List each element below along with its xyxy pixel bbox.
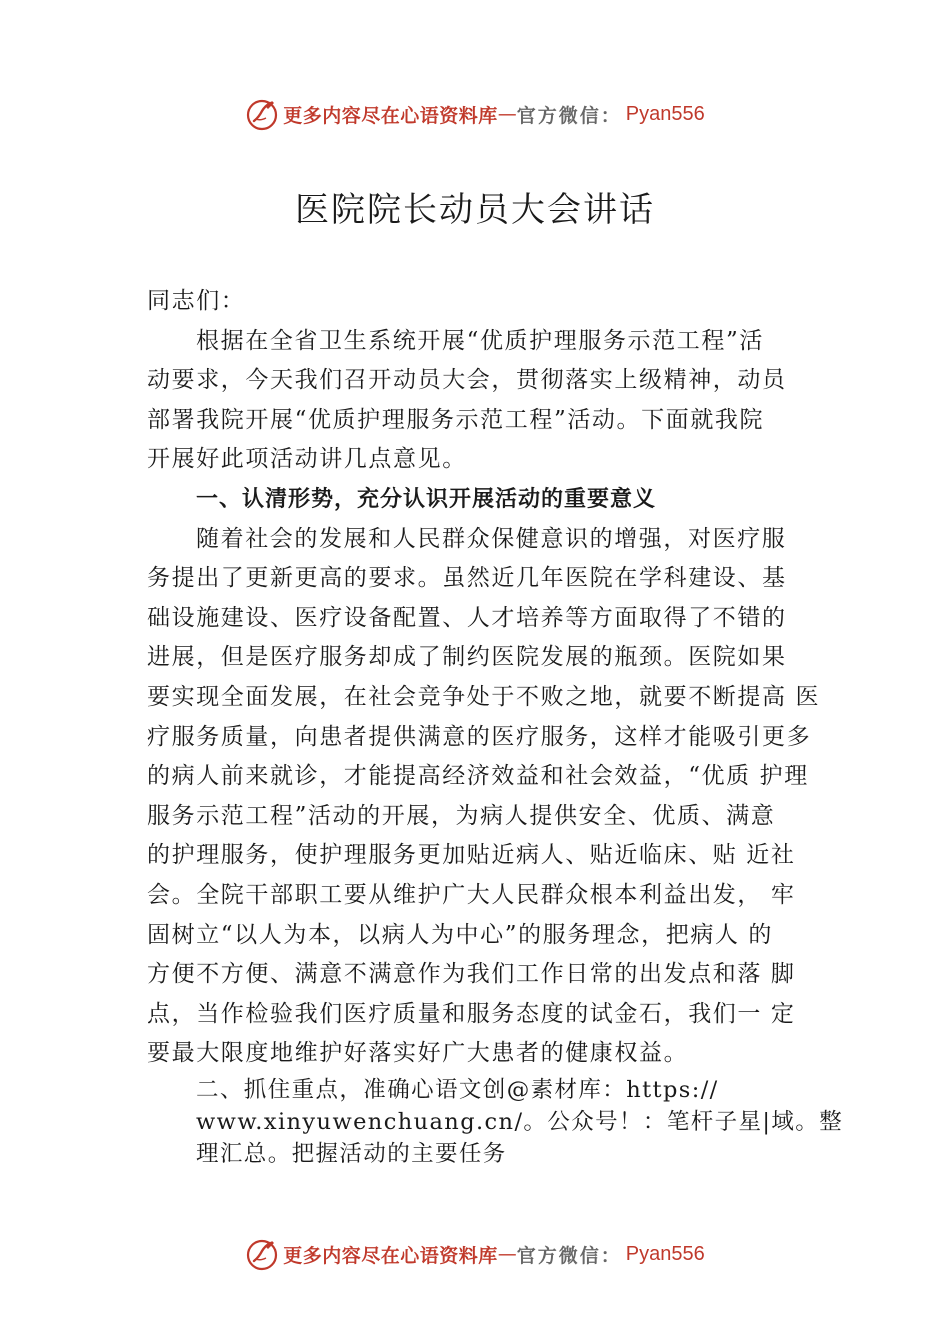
section-1-line: 务提出了更新更高的要求。虽然近几年医院在学科建设、基 (147, 565, 787, 592)
section-1-line: 疗服务质量，向患者提供满意的医疗服务，这样才能吸引更多 (147, 723, 812, 750)
document-body (147, 282, 844, 1170)
banner-wechat-label: 官方微信： (516, 1244, 622, 1267)
section-1-heading: 一、认清形势，充分认识开展活动的重要意义 (196, 486, 657, 512)
section-2-block (147, 1074, 844, 1170)
intro-line: 开展好此项活动讲几点意见。 (147, 446, 467, 473)
section-1-line: 的病人前来就诊，才能提高经济效益和社会效益，“优质 护理 (147, 763, 809, 790)
section-1-line: 础设施建设、医疗设备配置、人才培养等方面取得了不错的 (147, 604, 787, 631)
banner-wechat-id: Pyan556 (625, 1242, 705, 1265)
banner-dash: — (497, 1243, 517, 1265)
section-1-line: 方便不方便、满意不满意作为我们工作日常的出发点和落 脚 (147, 961, 796, 988)
section-1-line: 固树立“以人为本，以病人为中心”的服务理念，把病人 的 (147, 921, 774, 948)
banner-site-text: 更多内容尽在心语资料库 (283, 104, 498, 127)
section-1-line: 进展，但是医疗服务却成了制约医院发展的瓶颈。医院如果 (147, 644, 787, 671)
banner-site-text: 更多内容尽在心语资料库 (283, 1244, 498, 1267)
section-2-line: www.xinyuwenchuang.cn/。公众号！：笔杆子星|域。整 (196, 1108, 844, 1135)
footer-watermark-banner (0, 1236, 950, 1272)
section-1-line: 随着社会的发展和人民群众保健意识的增强，对医疗服 (196, 525, 787, 552)
section-1-line: 要最大限度地维护好落实好广大患者的健康权益。 (147, 1040, 689, 1067)
banner-wechat-label: 官方微信： (516, 104, 622, 127)
intro-line: 部署我院开展“优质护理服务示范工程”活动。下面就我院 (147, 406, 765, 433)
pen-seal-logo-icon (245, 1237, 279, 1271)
banner-wechat-id: Pyan556 (625, 102, 705, 125)
header-watermark-banner (0, 96, 950, 132)
banner-dash: — (497, 103, 517, 125)
intro-line: 根据在全省卫生系统开展“优质护理服务示范工程”活 (196, 327, 764, 354)
section-1-line: 会。全院干部职工要从维护广大人民群众根本利益出发， 牢 (147, 881, 796, 908)
section-1-line: 服务示范工程”活动的开展，为病人提供安全、优质、满意 (147, 802, 776, 829)
section-1-line: 要实现全面发展，在社会竞争处于不败之地，就要不断提高 医 (147, 683, 821, 710)
document-title: 医院院长动员大会讲话 (295, 190, 655, 230)
section-1-line: 的护理服务，使护理服务更加贴近病人、贴近临床、贴 近社 (147, 842, 796, 869)
section-2-line: 理汇总。把握活动的主要任务 (196, 1140, 507, 1167)
section-1-line: 点，当作检验我们医疗质量和服务态度的试金石，我们一 定 (147, 1000, 796, 1027)
intro-line: 动要求，今天我们召开动员大会，贯彻落实上级精神，动员 (147, 367, 787, 394)
section-2-line: 二、抓住重点，准确心语文创@素材库：https:// (196, 1076, 719, 1103)
salutation: 同志们： (147, 288, 246, 314)
pen-seal-logo-icon (245, 97, 279, 131)
